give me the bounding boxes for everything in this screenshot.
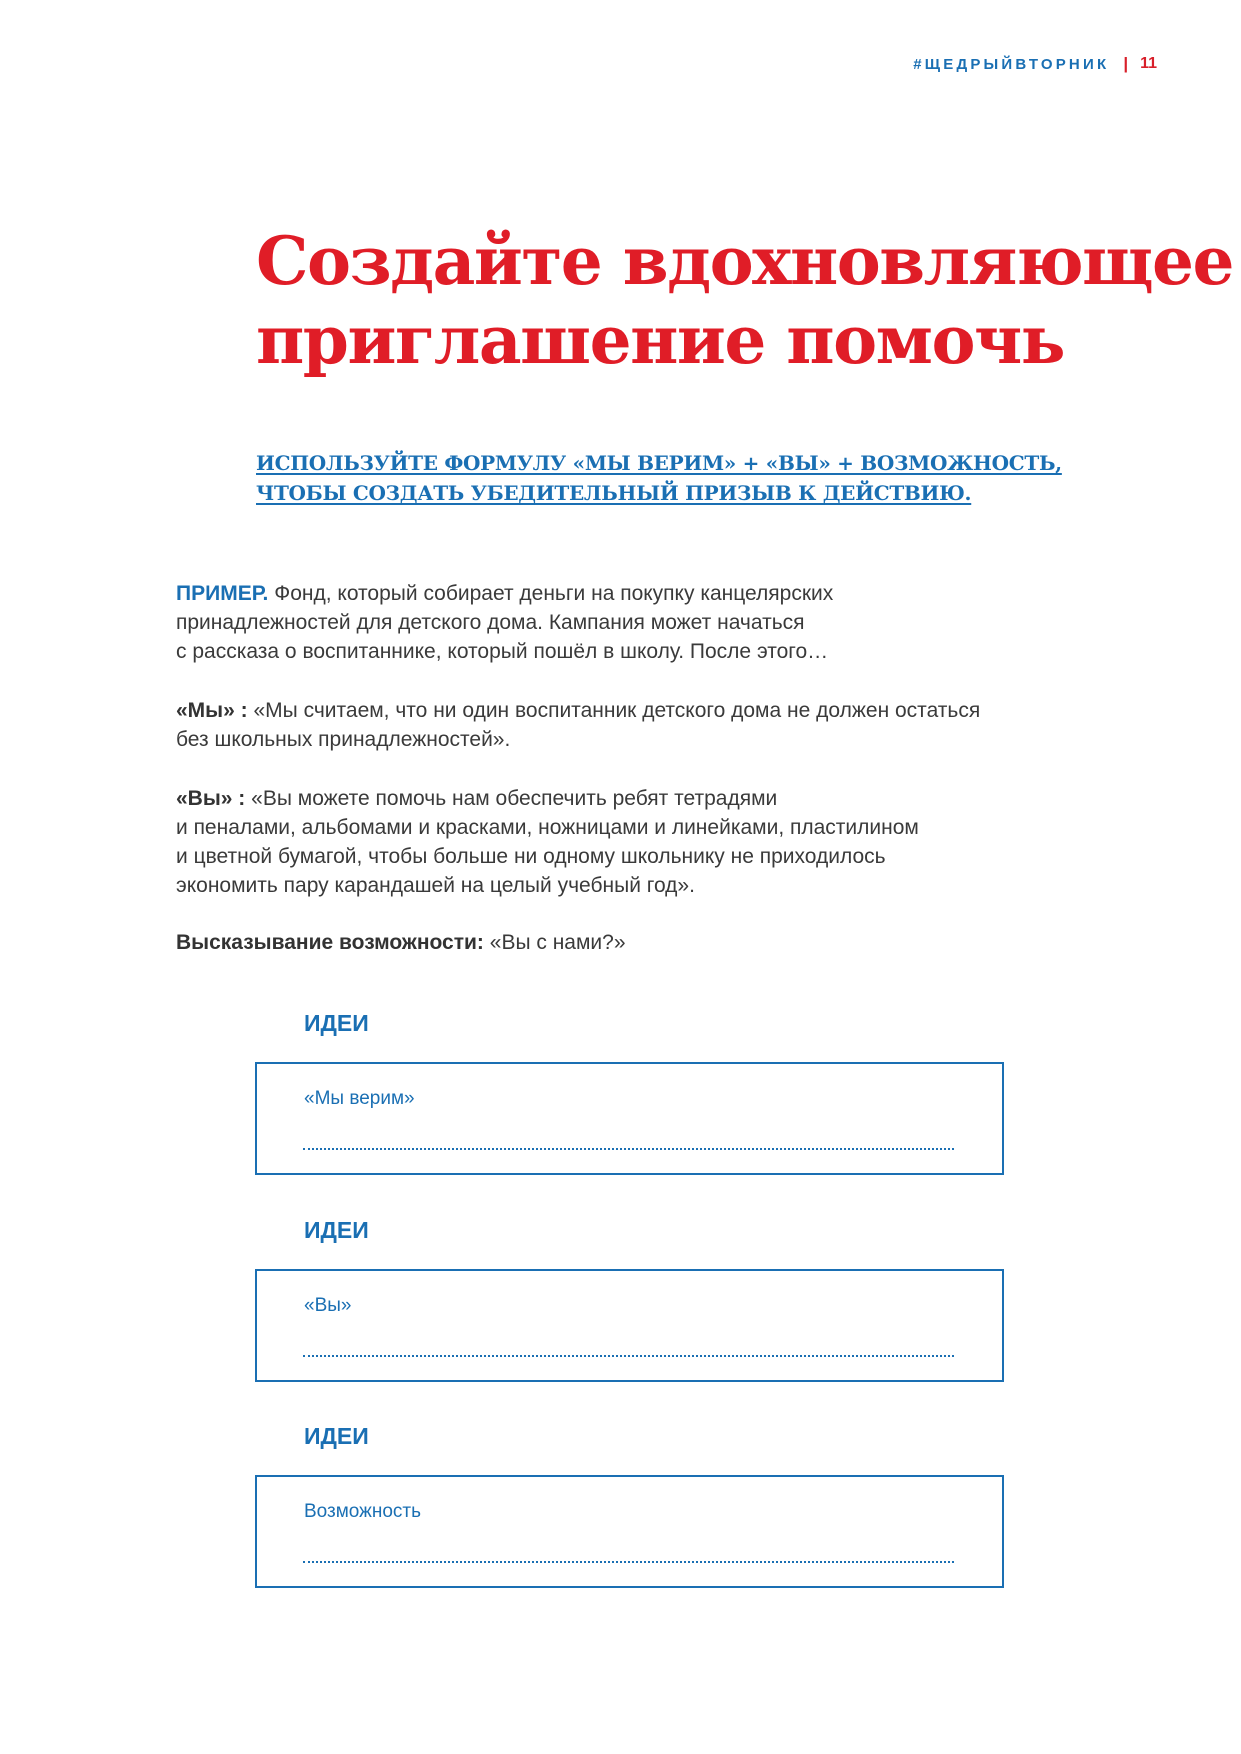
page-title-line-2: приглашение помочь — [256, 301, 1065, 379]
subtitle-line-2: ЧТОБЫ СОЗДАТЬ УБЕДИТЕЛЬНЫЙ ПРИЗЫВ К ДЕЙСТВИЮ. — [256, 481, 972, 505]
you-text-2: и пеналами, альбомами и красками, ножницами и линейками, пластилином — [176, 816, 919, 839]
idea-box-you[interactable] — [255, 1269, 1004, 1382]
idea-box-opportunity[interactable] — [255, 1475, 1004, 1588]
idea-box-label: «Вы» — [304, 1295, 352, 1316]
example-paragraph — [176, 579, 1106, 666]
subtitle — [256, 448, 1062, 508]
ideas-heading-2: ИДЕИ — [304, 1217, 369, 1243]
hashtag: #ЩЕДРЫЙВТОРНИК — [913, 55, 1110, 73]
you-line-1 — [176, 784, 1106, 813]
write-in-line[interactable] — [303, 1148, 954, 1150]
idea-box-label: Возможность — [304, 1501, 422, 1522]
you-label: «Вы» : — [176, 787, 246, 810]
we-paragraph — [176, 696, 1106, 754]
write-in-line[interactable] — [303, 1355, 954, 1357]
page-title-line-1: Создайте вдохновляющее — [256, 222, 1234, 300]
you-text-4: экономить пару карандашей на целый учебный год». — [176, 874, 695, 897]
we-text-1: «Мы считаем, что ни один воспитанник детского дома не должен остаться — [253, 699, 981, 722]
example-text-1: Фонд, который собирает деньги на покупку канцелярских — [274, 582, 834, 605]
you-text-3: и цветной бумагой, чтобы больше ни одному школьнику не приходилось — [176, 845, 886, 868]
opportunity-text: «Вы с нами?» — [489, 931, 626, 954]
page-header — [913, 54, 1157, 74]
opportunity-paragraph — [176, 928, 1106, 957]
we-line-1 — [176, 696, 1106, 725]
opportunity-label: Высказывание возможности: — [176, 931, 484, 954]
page-title — [256, 222, 1233, 380]
idea-box-we-believe[interactable] — [255, 1062, 1004, 1175]
header-separator: | — [1123, 54, 1129, 73]
you-paragraph — [176, 784, 1106, 900]
page-number: 11 — [1140, 55, 1157, 72]
example-text-3: с рассказа о воспитаннике, который пошёл в школу. После этого… — [176, 640, 829, 663]
example-line-1 — [176, 579, 1106, 608]
idea-box-label: «Мы верим» — [304, 1088, 415, 1109]
ideas-heading-1: ИДЕИ — [304, 1010, 369, 1036]
we-label: «Мы» : — [176, 699, 248, 722]
you-text-1: «Вы можете помочь нам обеспечить ребят тетрадями — [251, 787, 778, 810]
write-in-line[interactable] — [303, 1561, 954, 1563]
example-label: ПРИМЕР. — [176, 582, 269, 605]
subtitle-line-1: ИСПОЛЬЗУЙТЕ ФОРМУЛУ «МЫ ВЕРИМ» + «ВЫ» + ВОЗМОЖНОСТЬ, — [256, 451, 1062, 475]
we-text-2: без школьных принадлежностей». — [176, 728, 511, 751]
ideas-heading-3: ИДЕИ — [304, 1423, 369, 1449]
example-text-2: принадлежностей для детского дома. Кампания может начаться — [176, 611, 805, 634]
